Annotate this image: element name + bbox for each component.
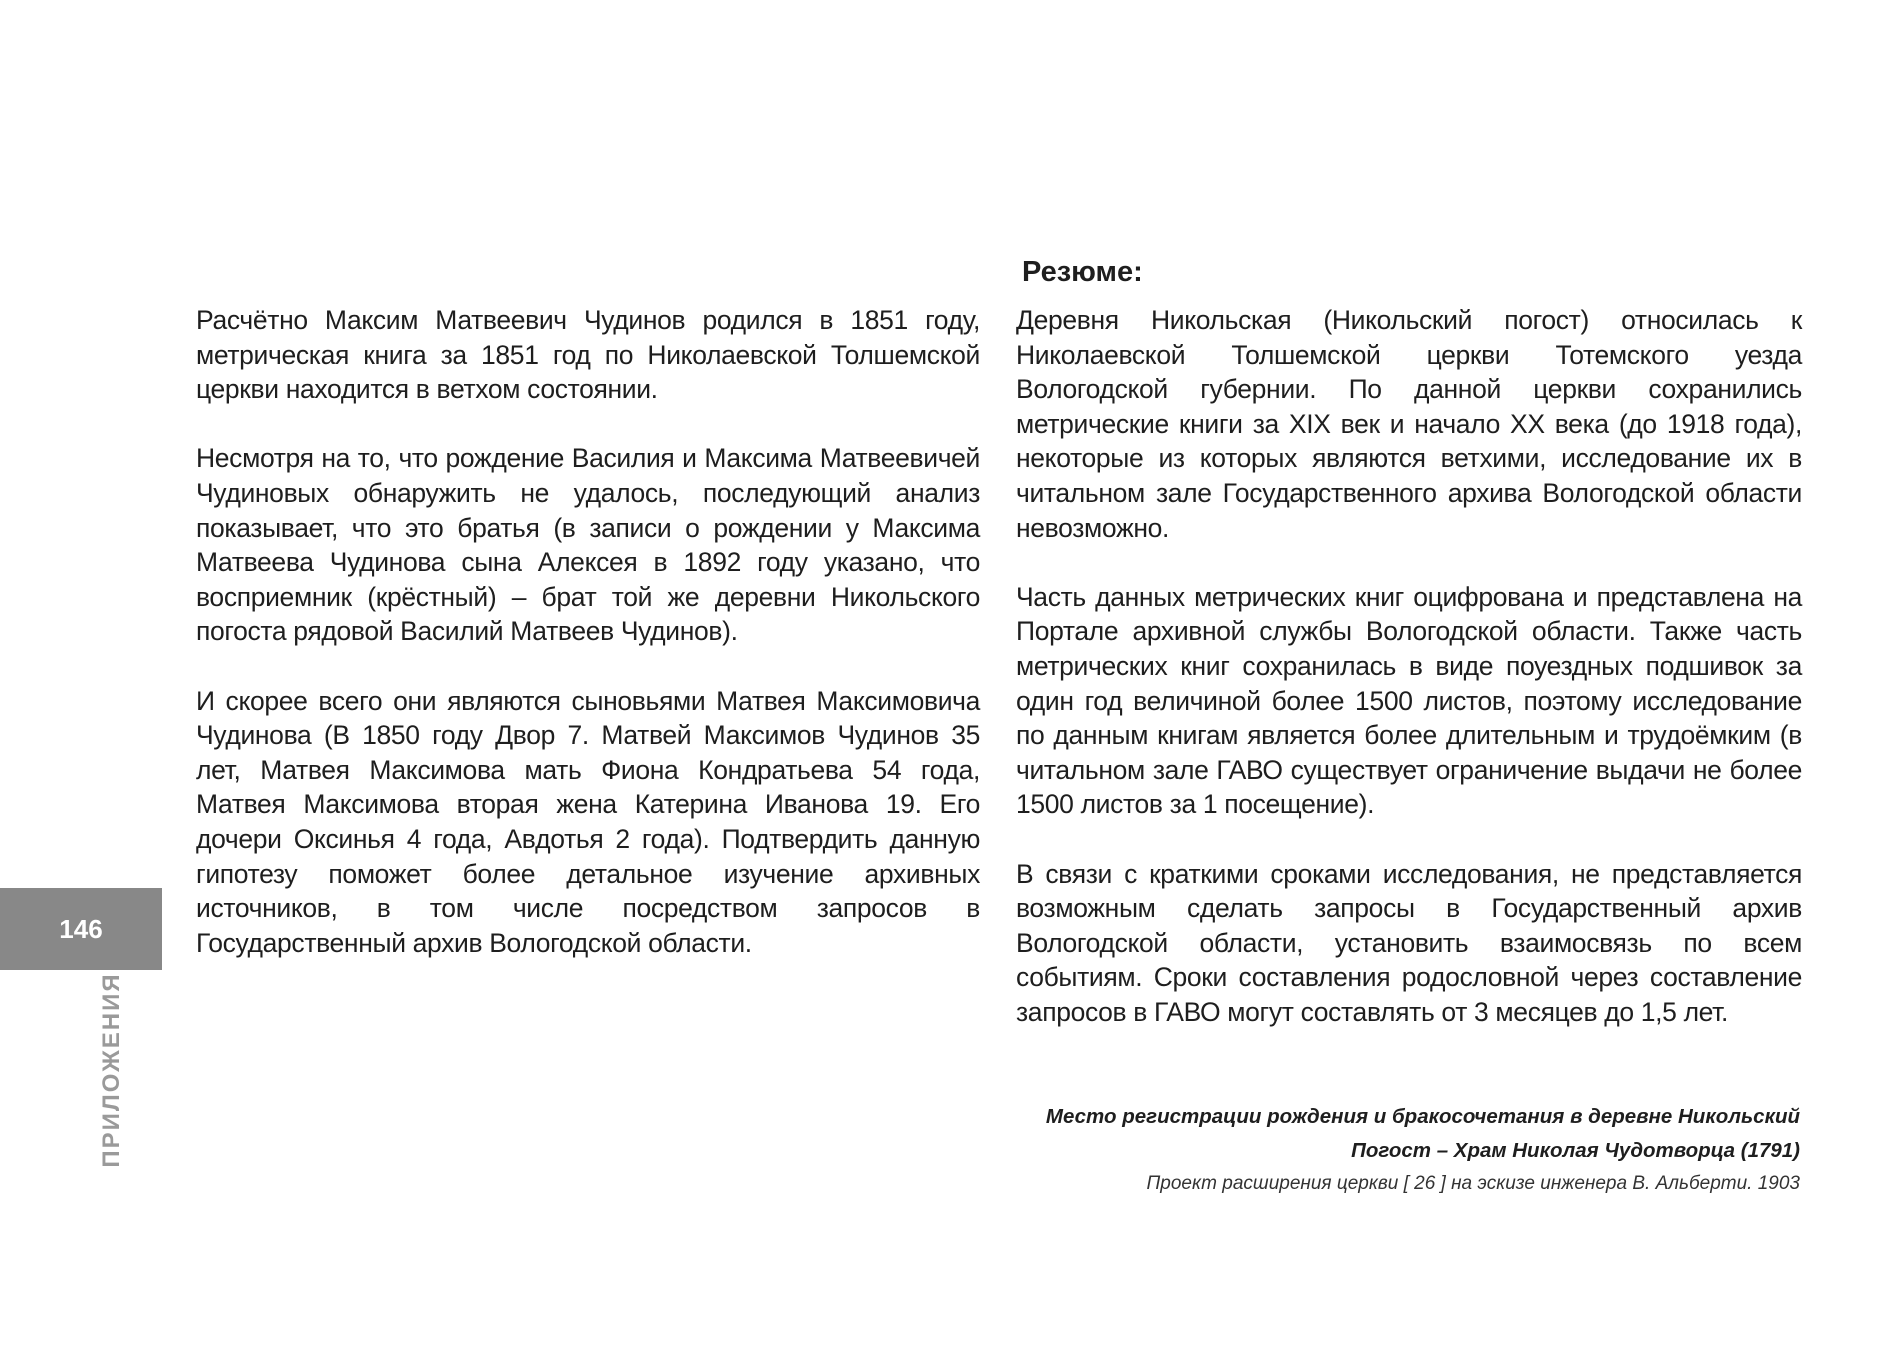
left-paragraph-1: Расчётно Максим Матвеевич Чудинов родился в 1851 году, метрическая книга за 1851 год по Николаевской Толшемской церкви находится в ветхом состоянии. xyxy=(196,305,980,405)
caption-title-line-1: Место регистрации рождения и бракосочетания в деревне Никольский xyxy=(1045,1105,1800,1128)
right-paragraph-2: Часть данных метрических книг оцифрована и представлена на Портале архивной службы Вологодской области. Также часть метрических книг сохранилась в виде поуездных подшивок за один год величиной более 1500 листов, поэтому исследование по данным книгам является более длительным и трудоёмким (в читальном зале ГАВО существует ограничение выдачи не более 1500 листов за 1 посещение). xyxy=(1016,581,1802,820)
right-text-column xyxy=(1016,303,1802,1064)
right-paragraph-1: Деревня Никольская (Никольский погост) относилась к Николаевской Толшемской церкви Тотемского уезда Вологодской губернии. По данной церкви сохранились метрические книги за XIX век и начало XX века (до 1918 года), некоторые из которых являются ветхими, исследование их в читальном зале Государственного архива Вологодской области невозможно. xyxy=(1016,305,1802,543)
right-paragraph-3: В связи с краткими сроками исследования, не представляется возможным сделать запросы в Государственный архив Вологодской области, установить взаимосвязь по всем событиям. Сроки составления родословной через составление запросов в ГАВО могут составлять от 3 месяцев до 1,5 лет. xyxy=(1016,858,1802,1027)
caption-subtitle: Проект расширения церкви [ 26 ] на эскизе инженера В. Альберти. 1903 xyxy=(1146,1173,1800,1194)
summary-heading: Резюме: xyxy=(1022,256,1143,288)
left-paragraph-3: И скорее всего они являются сыновьями Матвея Максимовича Чудинова (В 1850 году Двор 7. Матвей Максимов Чудинов 35 лет, Матвея Максимова мать Фиона Кондратьева 54 года, Матвея Максимова вторая жена Катерина Иванова 19. Его дочери Оксинья 4 года, Авдотья 2 года). Подтвердить данную гипотезу поможет более детальное изучение архивных источников, в том числе посредством запросов в Государственный архив Вологодской области. xyxy=(196,685,980,958)
caption-title-line-2: Погост – Храм Николая Чудотворца (1791) xyxy=(1351,1139,1800,1162)
section-label: ПРИЛОЖЕНИЯ xyxy=(98,972,125,1168)
page-number-tab xyxy=(0,888,162,970)
left-paragraph-2: Несмотря на то, что рождение Василия и Максима Матвеевичей Чудиновых обнаружить не удалось, последующий анализ показывает, что это братья (в записи о рождении у Максима Матвеева Чудинова сына Алексея в 1892 году указано, что восприемник (крёстный) – брат той же деревни Никольского погоста рядовой Василий Матвеев Чудинов). xyxy=(196,443,980,647)
image-caption xyxy=(900,1100,1800,1200)
page-number: 146 xyxy=(59,913,103,944)
left-text-column xyxy=(196,303,980,995)
